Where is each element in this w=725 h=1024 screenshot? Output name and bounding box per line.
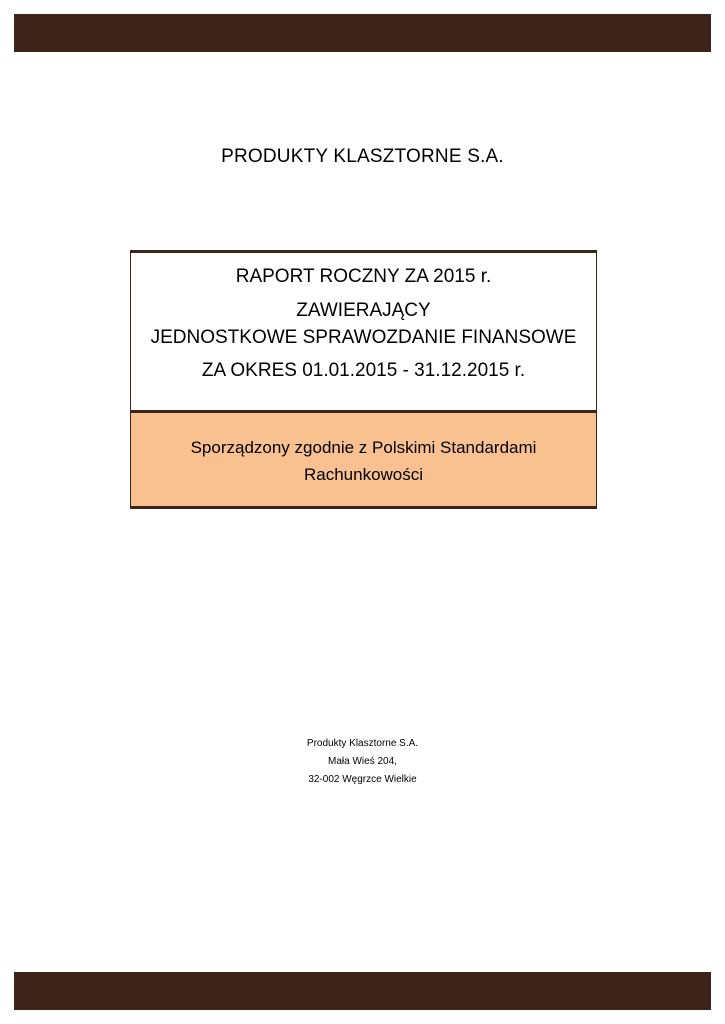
report-title-section — [131, 253, 596, 413]
report-period-line: ZA OKRES 01.01.2015 - 31.12.2015 r. — [201, 360, 526, 381]
report-title-box — [130, 250, 597, 509]
address-street: Mała Wieś 204, — [328, 756, 397, 767]
address-company-name: Produkty Klasztorne S.A. — [306, 738, 419, 749]
standards-line-1: Sporządzony zgodnie z Polskimi Standardami — [190, 438, 537, 457]
standards-line-2: Rachunkowości — [303, 465, 424, 484]
report-title-line-2: ZAWIERAJĄCY — [296, 300, 431, 321]
company-title: PRODUKTY KLASZTORNE S.A. — [221, 146, 504, 167]
address-city: 32-002 Węgrzce Wielkie — [308, 774, 417, 785]
bottom-decorative-band — [14, 972, 711, 1010]
report-title-line-1: RAPORT ROCZNY ZA 2015 r. — [235, 266, 492, 287]
accounting-standards-section — [131, 413, 596, 506]
top-decorative-band — [14, 14, 711, 52]
company-address — [0, 735, 725, 789]
report-title-line-3: JEDNOSTKOWE SPRAWOZDANIE FINANSOWE — [150, 327, 577, 348]
